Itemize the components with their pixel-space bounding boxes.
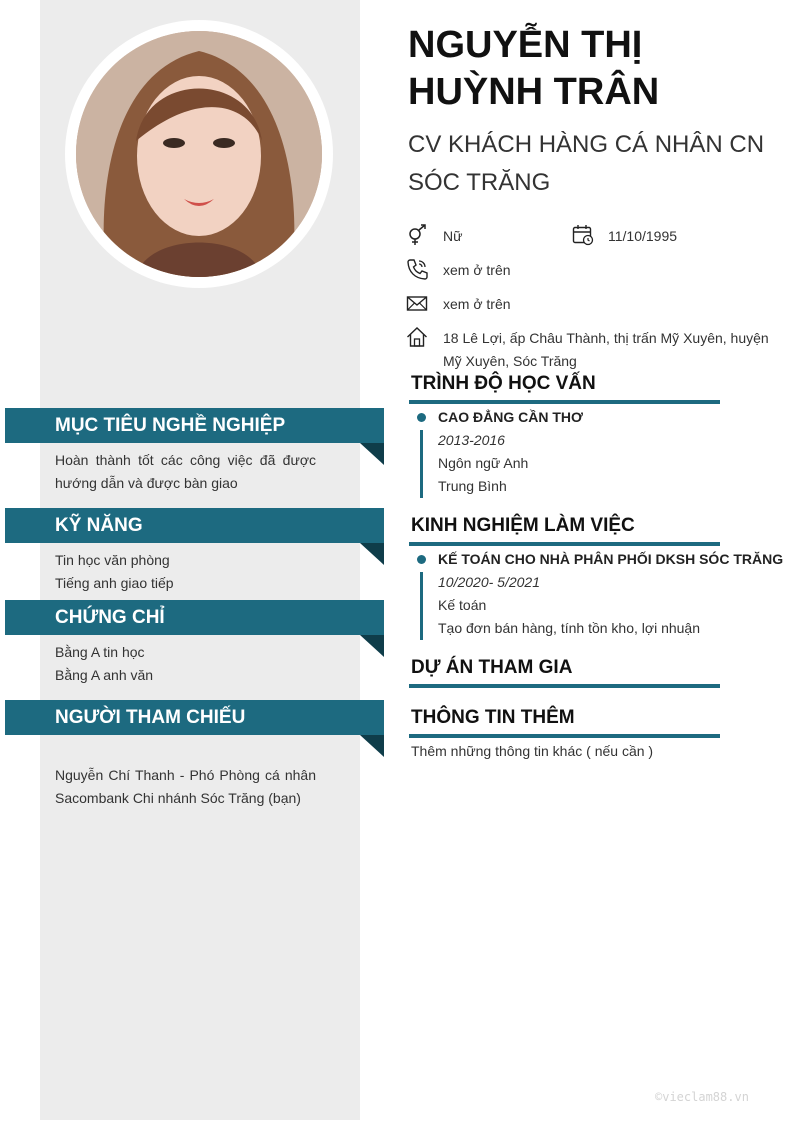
- experience-heading: KINH NGHIỆM LÀM VIỆC: [411, 515, 635, 536]
- education-major: Ngôn ngữ Anh: [438, 455, 529, 471]
- position-line: SÓC TRĂNG: [408, 169, 551, 196]
- references-heading: NGƯỜI THAM CHIẾU: [5, 700, 384, 735]
- section-divider: [409, 684, 720, 688]
- certificates-list: [55, 641, 316, 687]
- address-value: [443, 327, 773, 373]
- school-name: CAO ĐẲNG CẦN THƠ: [438, 409, 583, 425]
- extra-info-heading: THÔNG TIN THÊM: [411, 707, 575, 728]
- section-divider: [409, 400, 720, 404]
- timeline-dot: [417, 413, 426, 422]
- education-period: 2013-2016: [438, 432, 505, 448]
- home-icon: [406, 326, 428, 348]
- certificates-heading: CHỨNG CHỈ: [5, 600, 384, 635]
- address-line: 18 Lê Lợi, ấp Châu Thành, thị trấn Mỹ Xuyên, huyện: [443, 330, 769, 346]
- watermark: ©vieclam88.vn: [655, 1090, 749, 1104]
- timeline-bar: [420, 430, 423, 498]
- references-text: [55, 764, 316, 810]
- gender-value: Nữ: [443, 228, 463, 244]
- mail-icon: [406, 292, 428, 314]
- timeline-bar: [420, 572, 423, 640]
- email-value: xem ở trên: [443, 296, 511, 312]
- section-divider: [409, 734, 720, 738]
- objective-heading: MỤC TIÊU NGHỀ NGHIỆP: [5, 408, 384, 443]
- avatar: [76, 31, 322, 277]
- projects-heading: DỰ ÁN THAM GIA: [411, 657, 573, 678]
- certificate-item: Bằng A anh văn: [55, 667, 154, 683]
- phone-value: xem ở trên: [443, 262, 511, 278]
- skill-item: Tiếng anh giao tiếp: [55, 575, 174, 591]
- calendar-icon: [572, 224, 594, 246]
- candidate-name: [408, 22, 768, 116]
- education-grade: Trung Bình: [438, 478, 507, 494]
- objective-line: hướng dẫn và được bàn giao: [55, 475, 238, 491]
- dob-value: 11/10/1995: [608, 228, 678, 244]
- gender-icon: [406, 224, 428, 246]
- education-heading: TRÌNH ĐỘ HỌC VẤN: [411, 373, 596, 394]
- objective-line: Hoàn thành tốt các công việc đã được: [55, 452, 316, 468]
- timeline-dot: [417, 555, 426, 564]
- ribbon-fold: [360, 635, 384, 657]
- address-line: Mỹ Xuyên, Sóc Trăng: [443, 353, 577, 369]
- name-line: NGUYỄN THỊ: [408, 24, 643, 66]
- skill-item: Tin học văn phòng: [55, 552, 170, 568]
- reference-line: Nguyễn Chí Thanh - Phó Phòng cá nhân: [55, 767, 316, 783]
- certificate-item: Bằng A tin học: [55, 644, 145, 660]
- job-position: [408, 126, 778, 202]
- position-line: CV KHÁCH HÀNG CÁ NHÂN CN: [408, 131, 765, 158]
- name-line: HUỲNH TRÂN: [408, 71, 660, 113]
- experience-description: Tạo đơn bán hàng, tính tồn kho, lợi nhuận: [438, 620, 700, 636]
- section-divider: [409, 542, 720, 546]
- ribbon-fold: [360, 543, 384, 565]
- ribbon-fold: [360, 443, 384, 465]
- objective-text: [55, 449, 316, 495]
- reference-line: Sacombank Chi nhánh Sóc Trăng (bạn): [55, 790, 301, 806]
- phone-icon: [406, 258, 428, 280]
- company-name: KẾ TOÁN CHO NHÀ PHÂN PHỐI DKSH SÓC TRĂNG: [438, 551, 784, 567]
- experience-role: Kế toán: [438, 597, 487, 613]
- extra-info-text: Thêm những thông tin khác ( nếu cần ): [411, 743, 654, 759]
- skills-heading: KỸ NĂNG: [5, 508, 384, 543]
- ribbon-fold: [360, 735, 384, 757]
- experience-period: 10/2020- 5/2021: [438, 574, 540, 590]
- skills-list: [55, 549, 316, 595]
